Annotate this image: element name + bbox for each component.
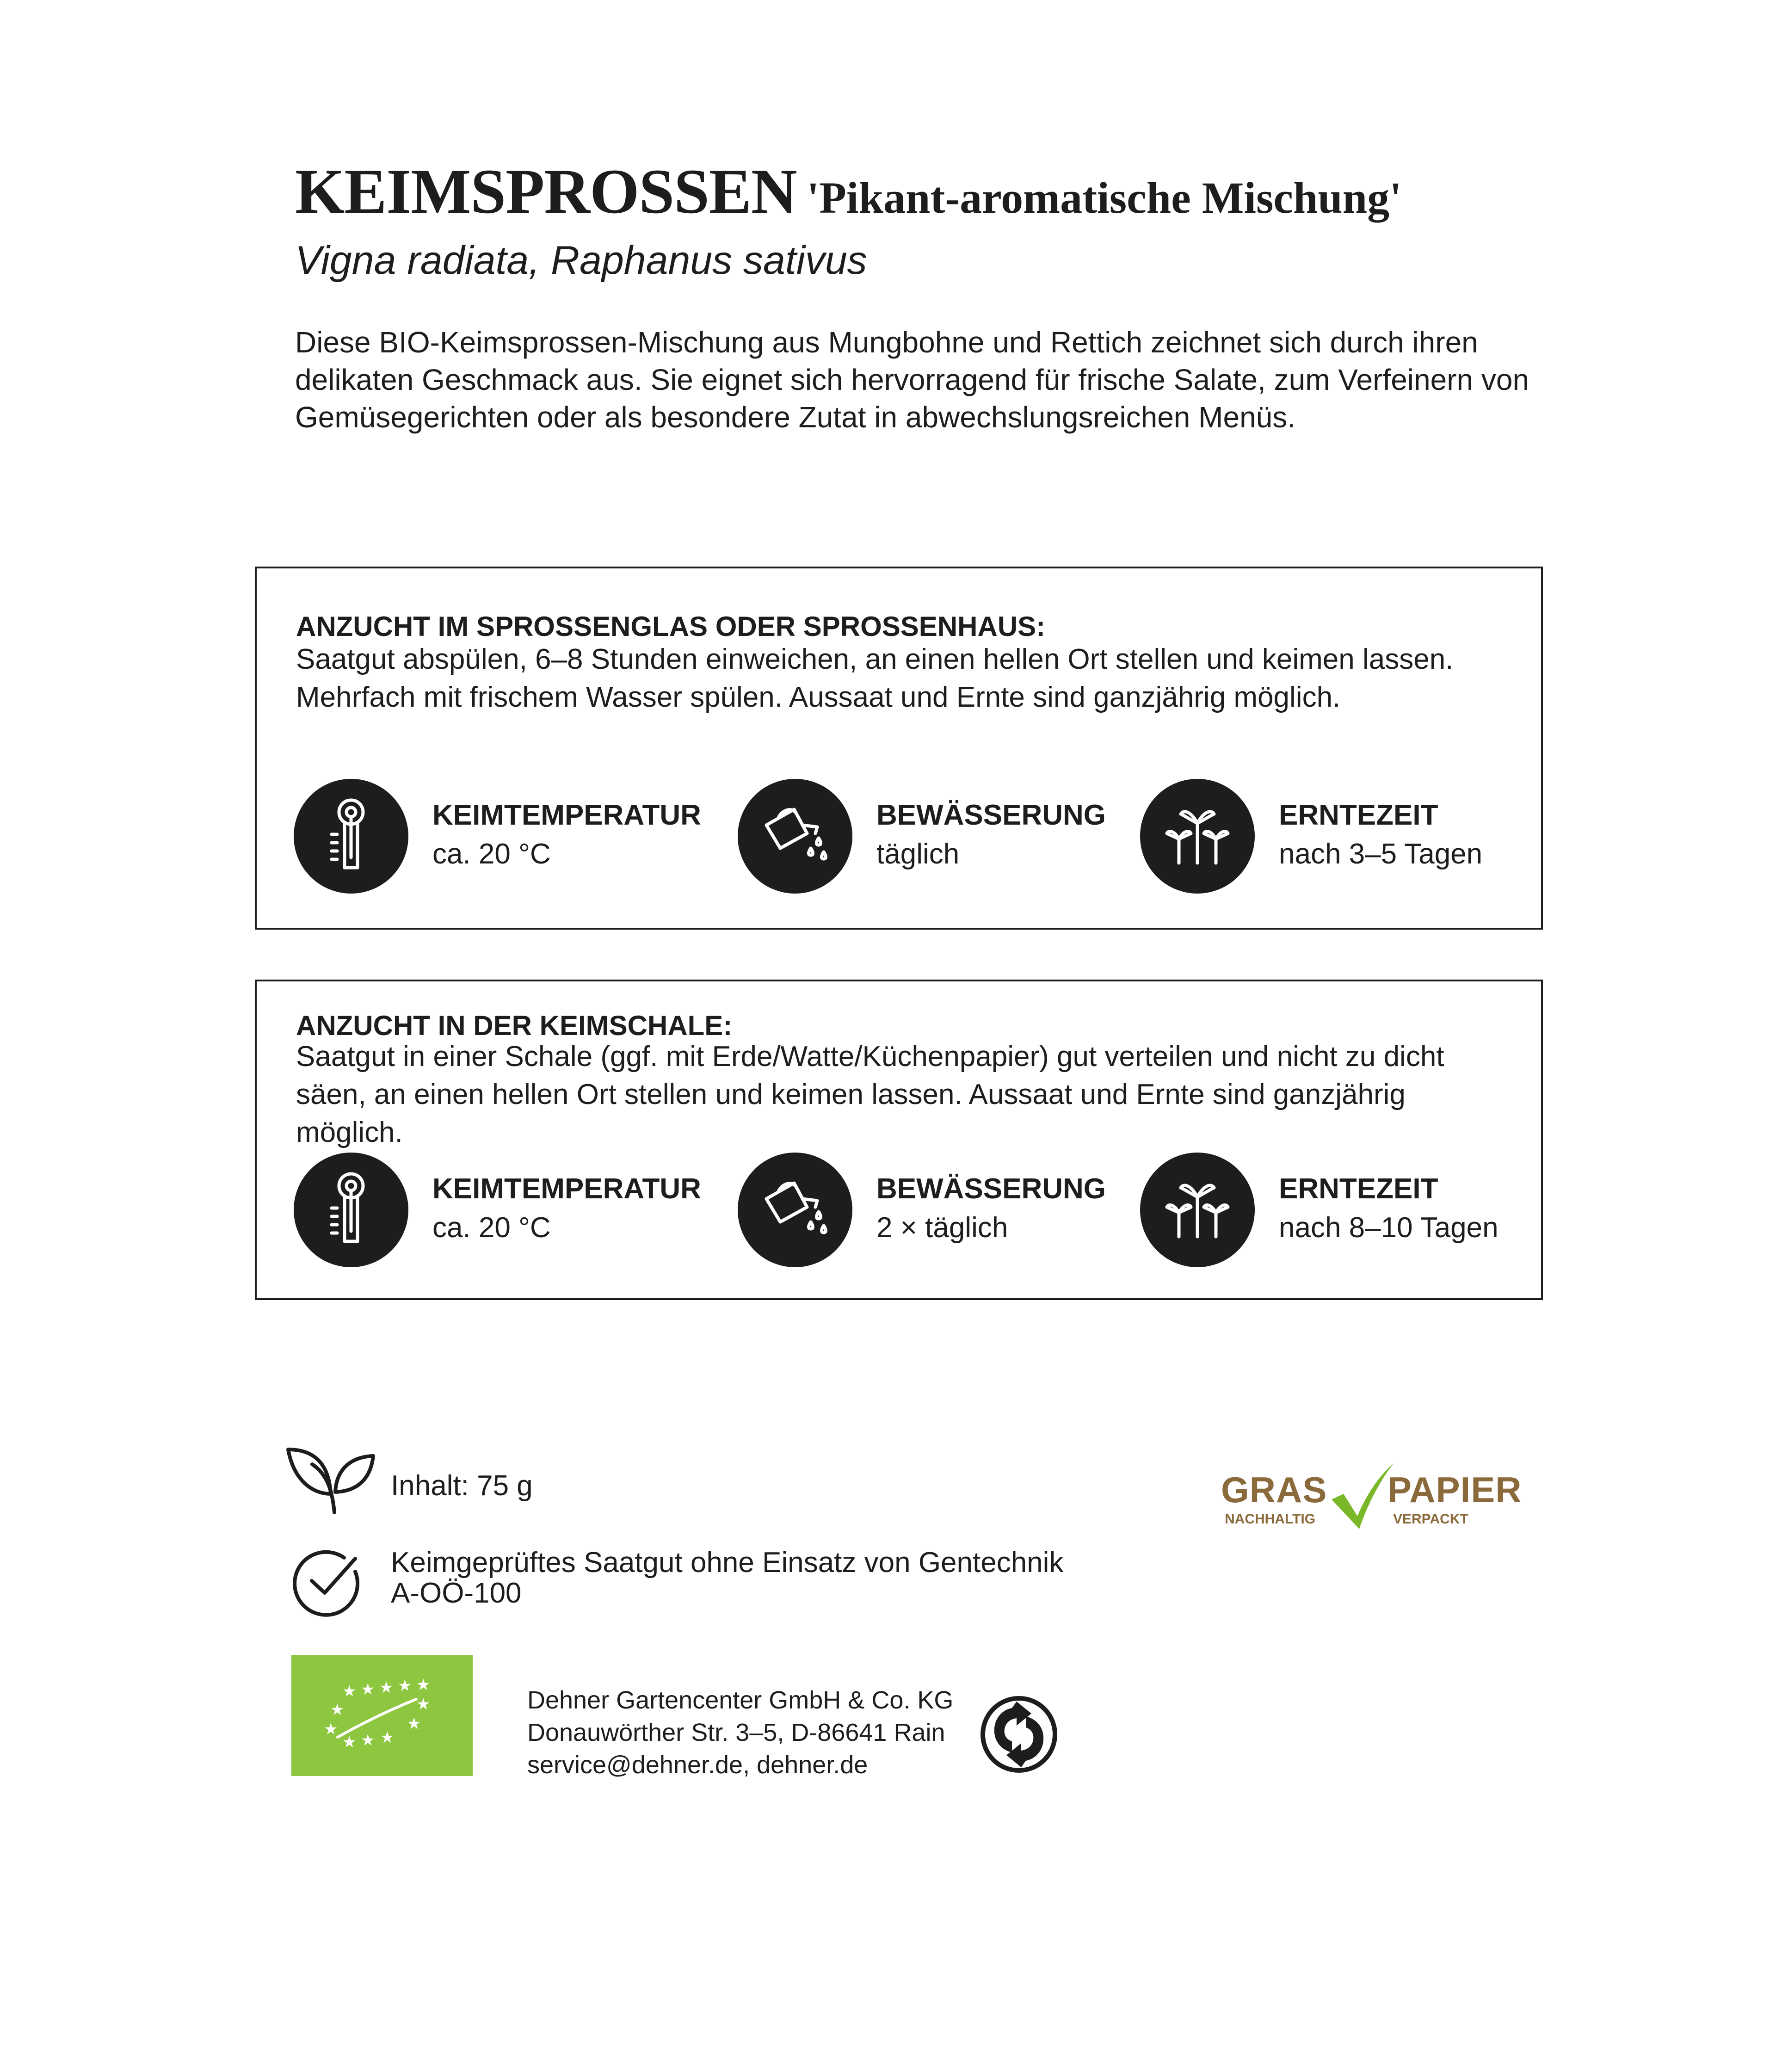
- seed-info: Keimgeprüftes Saatgut ohne Einsatz von Gentechnik: [391, 1547, 1064, 1579]
- section-instructions: Saatgut abspülen, 6–8 Stunden einweichen, an einen hellen Ort stellen und keimen lassen. Mehrfach mit frischem Wasser spülen. Aussaat und Ernte sind ganzjährig möglich.: [296, 643, 1454, 713]
- metric-value: ca. 20 °C: [432, 1212, 551, 1244]
- svg-text:★: ★: [361, 1731, 375, 1750]
- svg-text:★: ★: [407, 1714, 421, 1733]
- graspapier-word-papier: PAPIER: [1388, 1469, 1522, 1510]
- watering-can-icon: [738, 1153, 852, 1267]
- metric-value: nach 3–5 Tagen: [1279, 838, 1483, 870]
- svg-text:★: ★: [398, 1677, 412, 1695]
- green-dot-icon: [980, 1695, 1058, 1774]
- svg-text:★: ★: [361, 1680, 375, 1699]
- metric-value: 2 × täglich: [876, 1212, 1008, 1244]
- metric-label: KEIMTEMPERATUR: [432, 1173, 701, 1205]
- metric-label: BEWÄSSERUNG: [876, 799, 1106, 831]
- section-instructions: Saatgut in einer Schale (ggf. mit Erde/Watte/Küchenpapier) gut verteilen und nicht zu dicht säen, an einen hellen Ort stellen und keimen lassen. Aussaat und Ernte sind ganzjährig möglich.: [296, 1041, 1444, 1148]
- metric-label: ERNTEZEIT: [1279, 799, 1438, 831]
- graspapier-sub-verpackt: VERPACKT: [1393, 1511, 1468, 1527]
- section-heading: ANZUCHT IN DER KEIMSCHALE:: [296, 1010, 733, 1041]
- svg-text:★: ★: [342, 1682, 357, 1701]
- graspapier-word-gras: GRAS: [1221, 1469, 1327, 1510]
- intro-text: Diese BIO-Keimsprossen-Mischung aus Mungbohne und Rettich zeichnet sich durch ihren delikaten Geschmack aus. Sie eignet sich hervorragend für frische Salate, zum Verfeinern von Gemüsegerichten oder als besondere Zutat in abwechslungsreichen Menüs.: [295, 326, 1529, 434]
- metric-label: ERNTEZEIT: [1279, 1173, 1438, 1205]
- company-name: Dehner Gartencenter GmbH & Co. KG: [527, 1686, 954, 1714]
- svg-text:★: ★: [416, 1695, 431, 1714]
- section-heading: ANZUCHT IM SPROSSENGLAS ODER SPROSSENHAUS:: [296, 611, 1046, 642]
- graspapier-sub-nachhaltig: NACHHALTIG: [1225, 1511, 1316, 1527]
- control-code: A-OÖ-100: [391, 1577, 522, 1609]
- sprouts-icon: [1140, 1153, 1255, 1267]
- check-circle-icon: [290, 1545, 364, 1619]
- product-title: [295, 156, 1402, 227]
- watering-can-icon: [738, 779, 852, 894]
- graspapier-logo: [1221, 1462, 1522, 1531]
- green-check-icon: [1325, 1462, 1394, 1531]
- metric-value: nach 8–10 Tagen: [1279, 1212, 1498, 1244]
- sprouting-jar-section: [255, 567, 1543, 930]
- thermometer-icon: [294, 1153, 408, 1267]
- company-contact: service@dehner.de, dehner.de: [527, 1751, 868, 1779]
- svg-text:★: ★: [342, 1733, 357, 1751]
- metric-label: KEIMTEMPERATUR: [432, 799, 701, 831]
- leaf-icon: [284, 1443, 377, 1517]
- thermometer-icon: [294, 779, 408, 894]
- title-variety: 'Pikant-aromatische Mischung': [807, 173, 1402, 222]
- content-weight: Inhalt: 75 g: [391, 1470, 533, 1502]
- metric-label: BEWÄSSERUNG: [876, 1173, 1106, 1205]
- svg-text:★: ★: [416, 1676, 431, 1694]
- svg-text:★: ★: [379, 1678, 394, 1697]
- svg-text:★: ★: [324, 1720, 338, 1739]
- latin-name: Vigna radiata, Raphanus sativus: [295, 238, 867, 283]
- metric-value: ca. 20 °C: [432, 838, 551, 870]
- svg-text:★: ★: [330, 1701, 345, 1719]
- company-street: Donauwörther Str. 3–5, D-86641 Rain: [527, 1719, 945, 1746]
- sprouts-icon: [1140, 779, 1255, 894]
- svg-text:★: ★: [380, 1728, 395, 1747]
- sprouting-tray-section: [255, 980, 1543, 1300]
- eu-organic-logo: [291, 1655, 473, 1776]
- metric-value: täglich: [876, 838, 960, 870]
- title-main: KEIMSPROSSEN: [295, 156, 797, 227]
